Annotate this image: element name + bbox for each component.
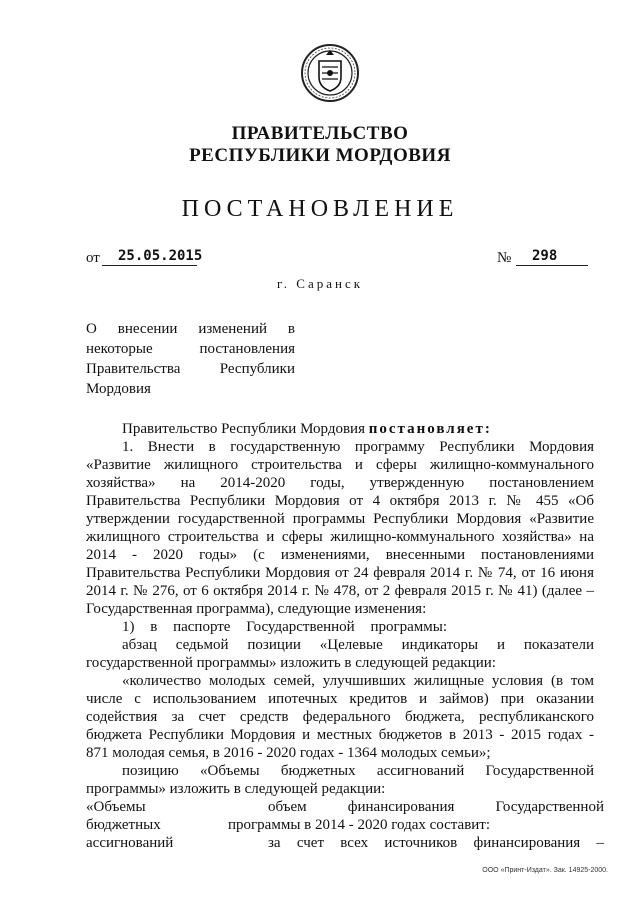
subject-line: Мордовия (86, 381, 151, 397)
body-line: «Развитие жилищного строительства и сферы жилищно-коммунального (86, 457, 594, 473)
body-line: Правительства Республики Мордовия от 4 октября 2013 г. № 455 «Об (86, 493, 594, 509)
body-line: числе с использованием ипотечных кредитов и займов) при оказании (86, 691, 594, 707)
body-line: 1) в паспорте Государственной программы: (122, 619, 448, 635)
subject-line: О внесении изменений в (86, 321, 295, 337)
body-intro (122, 420, 492, 438)
body-line: содействия за счет средств федерального бюджета, республиканского (86, 709, 594, 725)
intro-decree-word: постановляет: (368, 421, 492, 437)
date-underline (102, 265, 197, 266)
subject-line: Правительства Республики (86, 361, 295, 377)
body-line: «количество молодых семей, улучшивших жилищные условия (в том (122, 673, 594, 689)
body-line: 1. Внести в государственную программу Республики Мордовия (122, 439, 594, 455)
table-right-cell: программы в 2014 - 2020 годах составит: (228, 817, 491, 834)
body-line: утверждении государственной программы Республики Мордовия «Развитие (86, 511, 594, 527)
body-line: абзац седьмой позиции «Целевые индикаторы и показатели (122, 637, 594, 653)
body-line: 2014 - 2020 годы» (с изменениями, внесенными постановлениями (86, 547, 594, 563)
body-line: Правительства Республики Мордовия от 24 февраля 2014 г. № 74, от 16 июня (86, 565, 594, 581)
org-title-line1: ПРАВИТЕЛЬСТВО (231, 123, 409, 144)
date-label: от (86, 250, 100, 266)
number-underline (516, 265, 588, 266)
org-title-line2: РЕСПУБЛИКИ МОРДОВИЯ (189, 145, 451, 166)
table-left-cell: ассигнований (86, 835, 174, 852)
coat-of-arms-emblem (300, 43, 360, 103)
intro-text: Правительство Республики Мордовия (122, 421, 365, 437)
city-line: г. Саранск (276, 276, 364, 291)
number-value: 298 (532, 248, 558, 264)
body-line: хозяйства» на 2014-2020 годы, утвержденную постановлением (86, 475, 594, 491)
body-line: бюджета Республики Мордовия и местных бюджетов в 2013 - 2015 годах - (86, 727, 594, 743)
body-line: позицию «Объемы бюджетных ассигнований Государственной (122, 763, 594, 779)
table-right-cell: за счет всех источников финансирования – (268, 835, 604, 852)
body-line: Государственная программа), следующие изменения: (86, 601, 427, 617)
document-type: ПОСТАНОВЛЕНИЕ (181, 196, 459, 222)
table-right-column (228, 798, 604, 852)
table-left-column (86, 798, 173, 852)
print-info-footer: ООО «Принт-Издат». Зак. 14925-2000. (482, 867, 608, 874)
body-line: 871 молодая семья, в 2016 - 2020 годах - 1364 молодых семьи»; (86, 745, 491, 761)
table-right-cell: объем финансирования Государственной (268, 799, 604, 815)
body-line: жилищного строительства и сферы жилищно-коммунального хозяйства» на (86, 529, 594, 545)
body-line: 2014 г. № 276, от 6 октября 2014 г. № 478, от 2 февраля 2015 г. № 41) (далее – (86, 583, 594, 599)
table-left-cell: бюджетных (86, 817, 161, 834)
body-line: программы» изложить в следующей редакции: (86, 781, 386, 797)
subject-line: некоторые постановления (86, 341, 295, 357)
number-label: № (497, 250, 512, 266)
table-left-cell: «Объемы (86, 799, 146, 815)
date-value: 25.05.2015 (118, 248, 203, 264)
body-line: государственной программы» изложить в следующей редакции: (86, 655, 496, 671)
